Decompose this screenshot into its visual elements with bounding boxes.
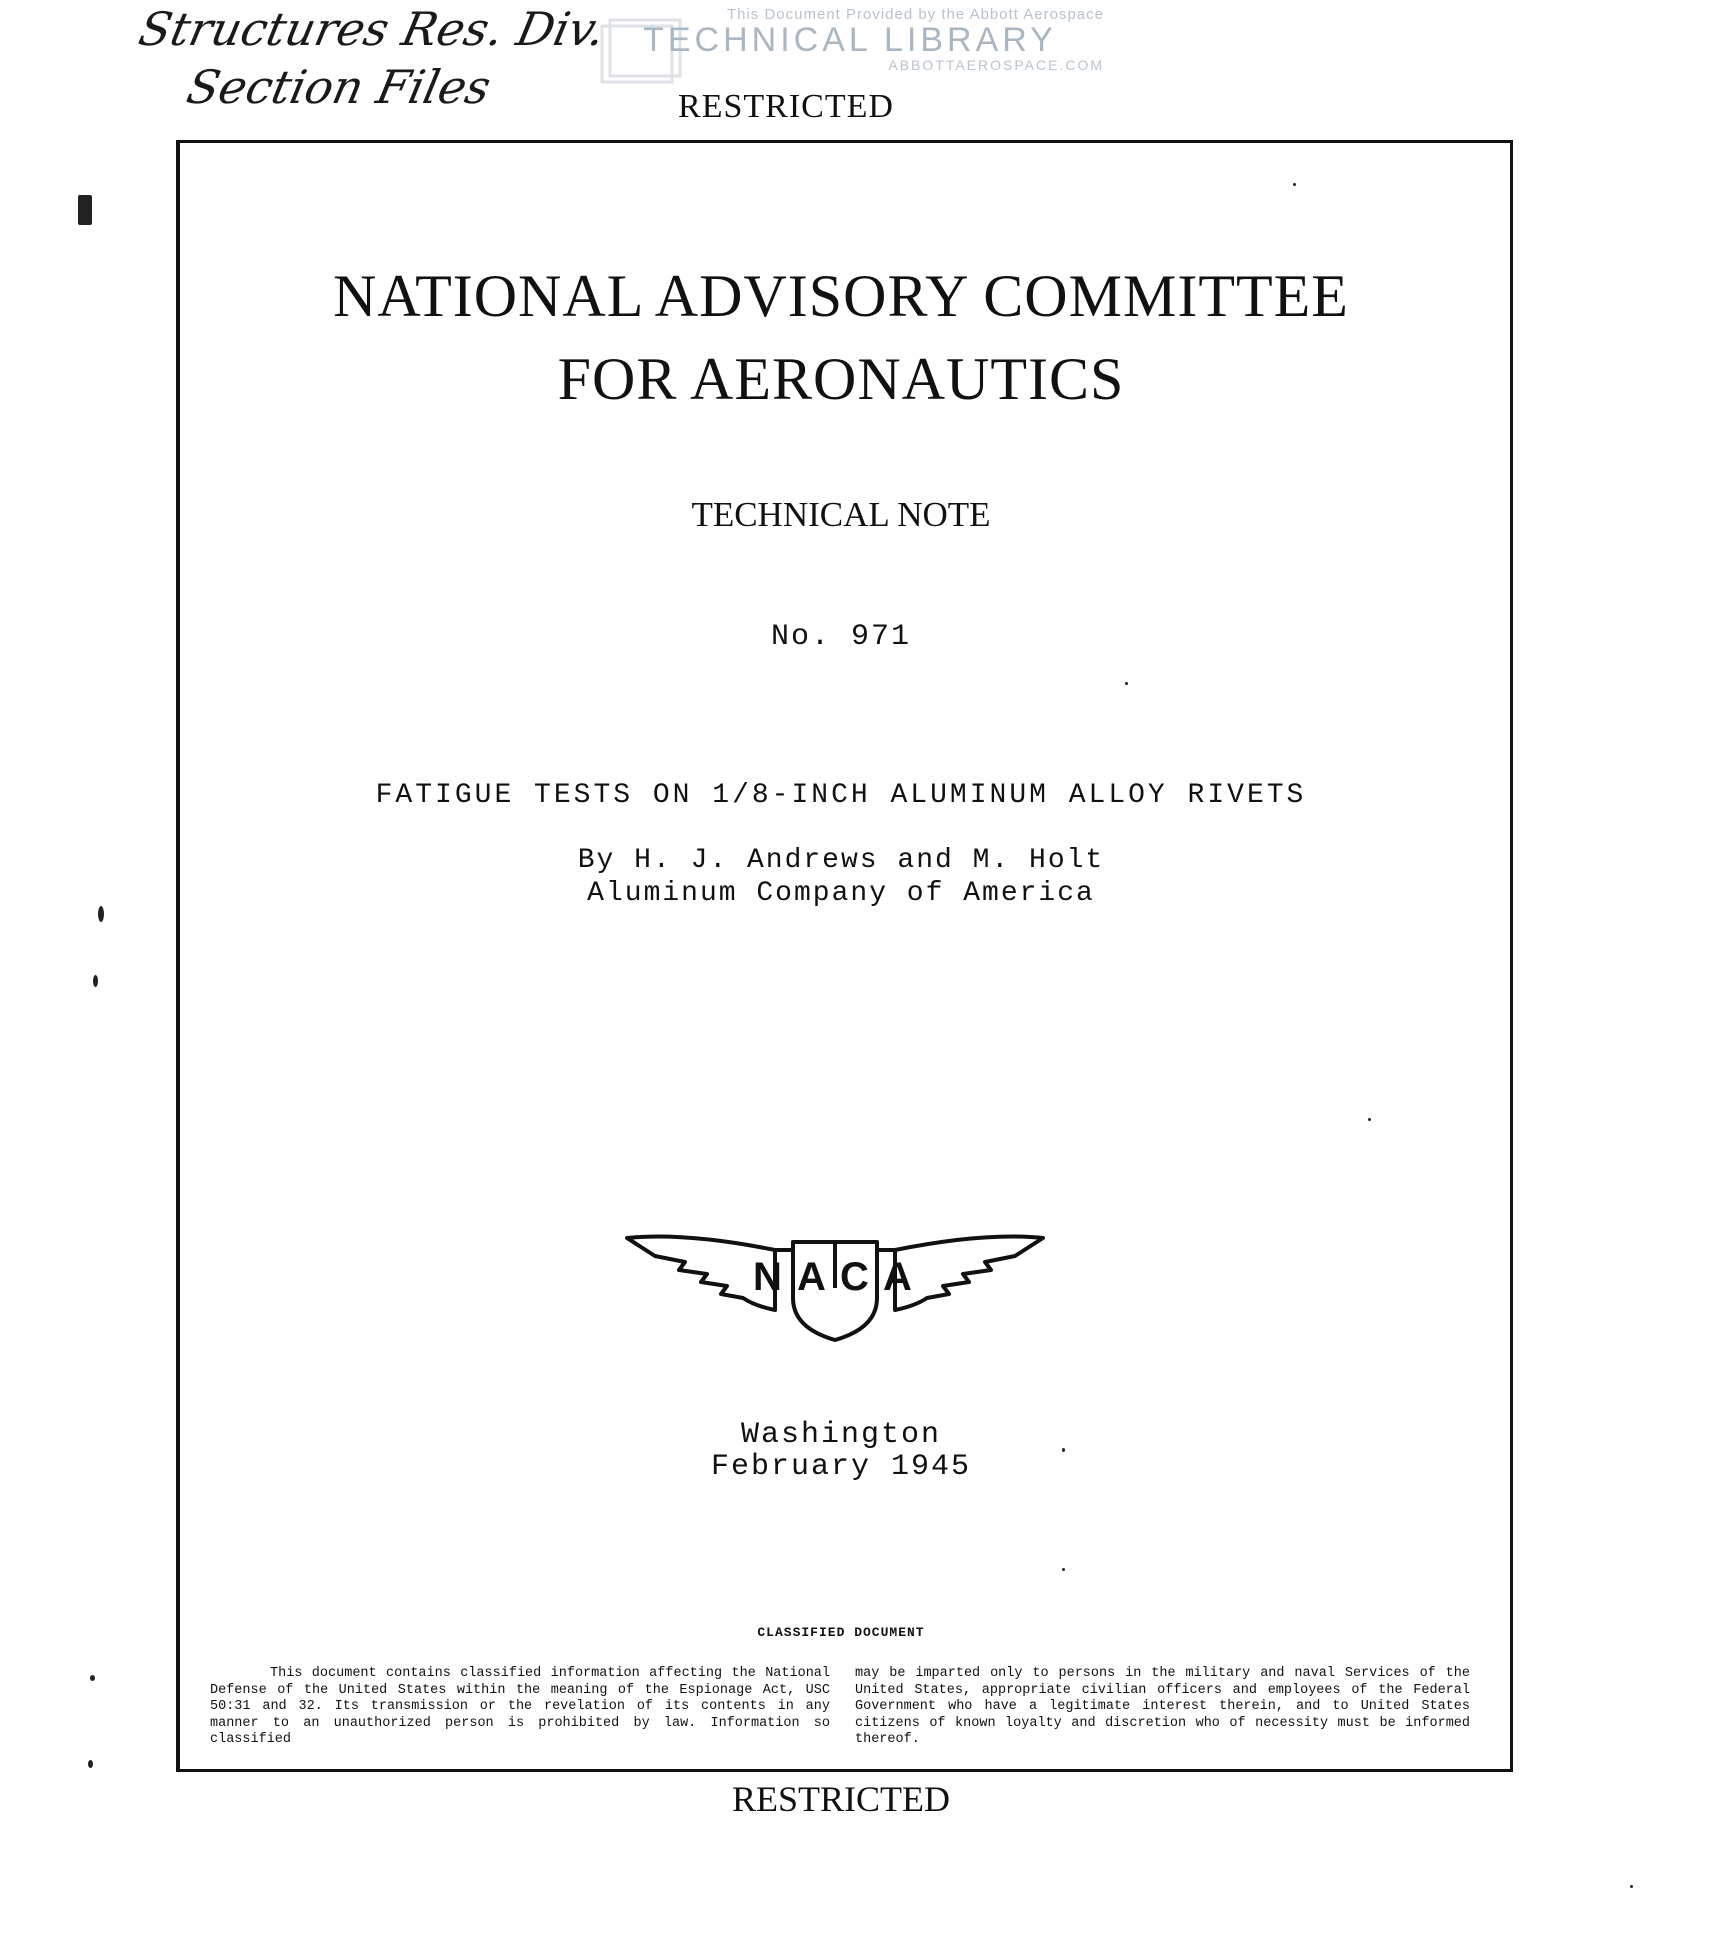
logo-letter-c: C [840, 1255, 869, 1299]
report-authors: By H. J. Andrews and M. Holt [577, 845, 1105, 876]
scan-speck [88, 1760, 93, 1768]
handwritten-note-line2: Section Files [182, 60, 496, 114]
classification-top-text: RESTRICTED [678, 88, 894, 125]
watermark-provider: This Document Provided by the Abbott Aerospace [726, 6, 1104, 23]
scan-speck [1368, 1118, 1371, 1121]
logo-letter-a2: A [883, 1255, 912, 1299]
classified-document-label: CLASSIFIED DOCUMENT [757, 1625, 925, 1640]
watermark-library: TECHNICAL LIBRARY [643, 21, 1057, 59]
classification-stamp-top [0, 88, 1728, 126]
abbott-watermark [590, 6, 1110, 73]
scan-speck [98, 906, 104, 922]
handwritten-note-line1: Structures Res. Div. [134, 2, 611, 56]
report-number: No. 971 [770, 620, 912, 654]
scan-speck [90, 1675, 95, 1681]
scan-speck [1630, 1885, 1633, 1888]
watermark-url: ABBOTTAEROSPACE.COM [888, 57, 1104, 73]
report-title: FATIGUE TESTS ON 1/8-INCH ALUMINUM ALLOY RIVETS [375, 780, 1307, 811]
imprint-date: February 1945 [710, 1450, 972, 1484]
classification-notice-right: may be imparted only to persons in the military and naval Services of the United States, appropriate civilian officers and employees of the Federal Government who have a legitimate interest therein, and to United States citizens of known loyalty and discretion who of necessity must be informed thereof. [855, 1666, 1470, 1747]
classification-notice-left: This document contains classified information affecting the National Defense of the United States within the meaning of the Espionage Act, USC 50:31 and 32. Its transmission or the revelation of its contents in any manner to an unauthorized person is prohibited by law. Information so classified [210, 1666, 830, 1747]
logo-letter-a1: A [797, 1255, 826, 1299]
scan-speck [93, 975, 98, 987]
scan-speck [1125, 682, 1128, 685]
right-wing-icon [895, 1237, 1043, 1311]
organization-line1: NATIONAL ADVISORY COMMITTEE [333, 263, 1349, 329]
organization-line2: FOR AERONAUTICS [557, 346, 1125, 412]
logo-letter-n: N [753, 1255, 782, 1299]
imprint-place: Washington [740, 1418, 942, 1452]
series-label: TECHNICAL NOTE [691, 495, 991, 534]
scan-speck [1293, 183, 1296, 186]
scan-speck [1062, 1568, 1065, 1571]
report-affiliation: Aluminum Company of America [587, 878, 1095, 909]
scan-speck [78, 195, 92, 225]
naca-logo [625, 1228, 1045, 1348]
scan-speck [1062, 1448, 1065, 1452]
classification-stamp-bottom: RESTRICTED [731, 1779, 950, 1819]
